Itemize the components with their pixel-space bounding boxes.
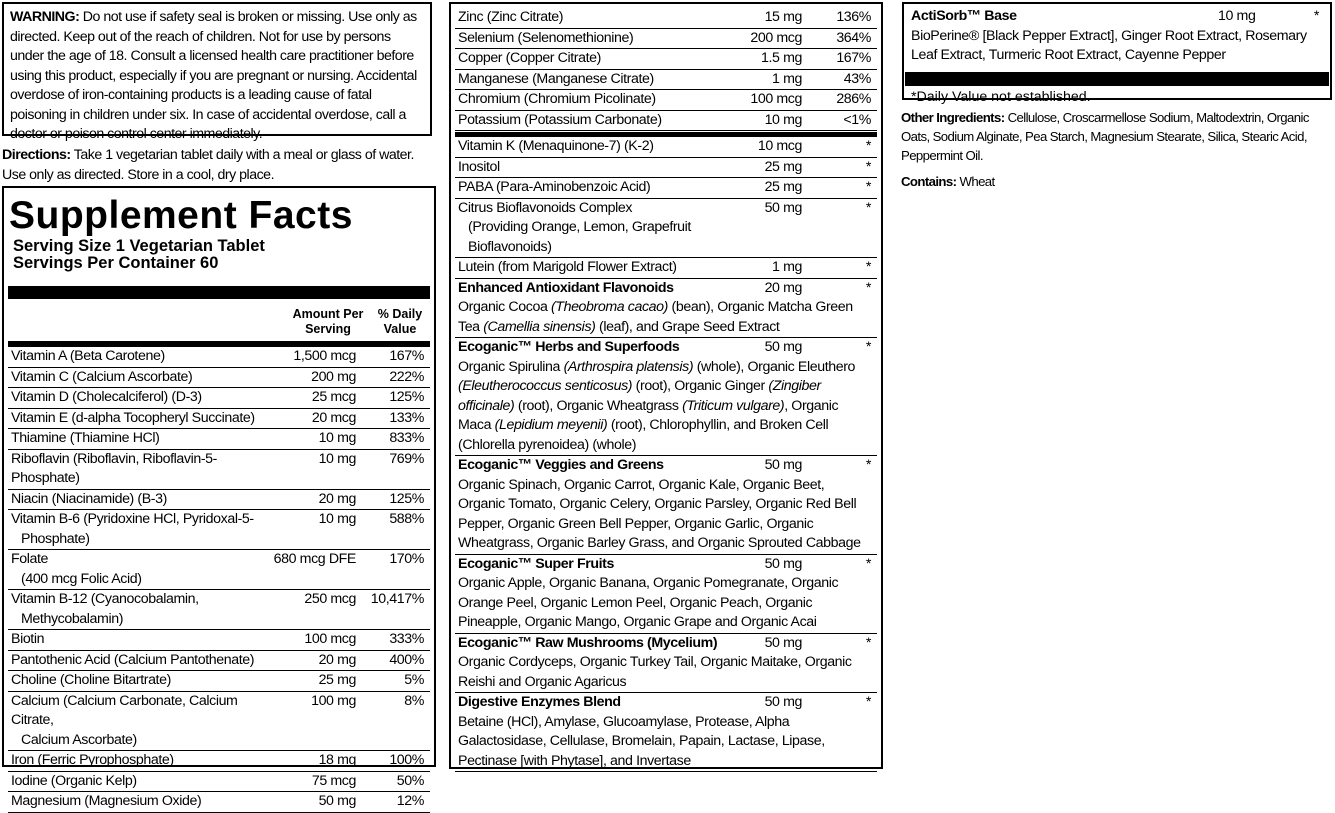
nutrient-name: Iodine (Organic Kelp)	[11, 772, 137, 789]
blend-ingredients	[458, 358, 873, 456]
nutrient-row	[8, 510, 430, 550]
blend-daily-value: *	[865, 555, 871, 572]
nutrient-amount: 25 mcg	[311, 389, 356, 405]
blend-daily-value: *	[865, 457, 871, 473]
nutrient-name: Copper (Copper Citrate)	[458, 50, 601, 66]
nutrient-row	[8, 630, 430, 651]
ingredient-text: (leaf), and Grape Seed Extract	[595, 318, 780, 335]
nutrient-amount: 20 mcg	[311, 409, 356, 426]
nutrient-amount: 10 mg	[318, 430, 356, 446]
nutrient-amount: 18 mg	[318, 752, 356, 768]
nutrient-amount: 20 mg	[318, 651, 356, 668]
nutrient-daily-value: 222%	[389, 368, 424, 385]
nutrient-daily-value: 170%	[389, 551, 424, 567]
botanical-name: (Arthrospira platensis)	[563, 358, 694, 375]
blend-amount: 50 mg	[764, 339, 802, 355]
nutrient-name-cont: (400 mcg Folic Acid)	[21, 570, 142, 587]
nutrient-daily-value: 125%	[389, 389, 424, 405]
nutrient-name: Zinc (Zinc Citrate)	[458, 9, 564, 25]
nutrient-row	[455, 49, 877, 70]
nutrient-daily-value: 5%	[404, 672, 424, 688]
ingredient-text: (whole), Organic Eleuthero	[693, 358, 856, 375]
blend-row	[455, 634, 877, 694]
nutrient-daily-value: 769%	[389, 450, 424, 467]
nutrient-amount: 1.5 mg	[761, 50, 802, 66]
nutrient-name: Choline (Choline Bitartrate)	[11, 672, 171, 688]
nutrient-row	[8, 772, 430, 793]
nutrient-row	[8, 792, 430, 813]
nutrient-name: Chromium (Chromium Picolinate)	[458, 91, 656, 107]
warning-text	[2, 2, 432, 142]
nutrient-daily-value: 833%	[389, 430, 424, 446]
nutrient-name-cont: (Providing Orange, Lemon, Grapefruit Bioflavonoids)	[468, 219, 691, 255]
nutrient-amount: 1 mg	[772, 70, 802, 87]
blend-row	[455, 338, 877, 456]
nutrient-amount: 200 mcg	[750, 29, 802, 46]
contains-label: Contains:	[901, 174, 957, 189]
nutrient-daily-value: *	[865, 138, 871, 154]
nutrient-daily-value: 136%	[836, 9, 871, 25]
nutrient-name: Vitamin A (Beta Carotene)	[11, 348, 165, 364]
divider-bar	[8, 286, 430, 299]
nutrient-row	[455, 29, 877, 50]
dv-header-line1: % Daily	[377, 307, 423, 321]
nutrient-row	[8, 590, 430, 630]
nutrient-daily-value: 43%	[843, 70, 871, 87]
blend-name: Digestive Enzymes Blend	[458, 694, 621, 710]
nutrient-row	[455, 8, 877, 29]
nutrient-name: Iron (Ferric Pyrophosphate)	[11, 752, 174, 768]
amount-header	[288, 307, 368, 337]
directions-text	[2, 146, 432, 185]
nutrient-name: Citrus Bioflavonoids Complex	[458, 199, 633, 216]
nutrient-name: Vitamin B-6 (Pyridoxine HCl, Pyridoxal-5-	[11, 511, 254, 527]
nutrient-name: Potassium (Potassium Carbonate)	[458, 111, 662, 128]
nutrient-amount: 680 mcg DFE	[273, 551, 356, 567]
nutrient-row	[455, 137, 877, 158]
blend-row	[455, 456, 877, 555]
actisorb-dv: *	[1313, 8, 1319, 24]
blend-name: Ecoganic™ Super Fruits	[458, 555, 614, 572]
nutrient-row	[8, 692, 430, 752]
nutrient-daily-value: 10,417%	[370, 591, 424, 607]
nutrient-row	[8, 388, 430, 409]
ingredient-text: , Organic Maca	[458, 397, 839, 433]
blend-row	[455, 555, 877, 634]
nutrient-name: Vitamin E (d-alpha Tocopheryl Succinate)	[11, 409, 255, 426]
nutrient-row	[8, 429, 430, 450]
botanical-name: (Triticum vulgare)	[682, 397, 785, 414]
other-ingredients-label: Other Ingredients:	[901, 110, 1005, 125]
nutrient-daily-value: 364%	[836, 29, 871, 46]
blend-amount: 50 mg	[764, 694, 802, 710]
nutrient-name: Thiamine (Thiamine HCl)	[11, 430, 160, 446]
nutrient-amount: 75 mcg	[311, 772, 356, 789]
divider-bar	[905, 72, 1329, 86]
warning-body: Do not use if safety seal is broken or missing. Use only as directed. Keep out of the reach of children. Not for use by persons under the age of 18. Consult a licensed health care practitioner before using this product, especially if you are pregnant or nursing. Accidental overdose of iron-containing products is a leading cause of fatal poisoning in children under six. In case of accidental overdose, call a doctor or poison control center immediately.	[10, 9, 417, 142]
blend-daily-value: *	[865, 634, 871, 651]
nutrient-amount: 25 mg	[318, 672, 356, 688]
nutrient-amount: 25 mg	[764, 158, 802, 175]
nutrient-name: Manganese (Manganese Citrate)	[458, 70, 654, 87]
blend-daily-value: *	[865, 694, 871, 710]
nutrient-amount: 10 mg	[318, 450, 356, 467]
directions-label: Directions:	[2, 147, 71, 163]
nutrient-name: Pantothenic Acid (Calcium Pantothenate)	[11, 651, 255, 668]
blend-ingredients	[458, 713, 873, 772]
amount-header-line2: Serving	[305, 322, 351, 336]
ingredient-text: (root), Organic Wheatgrass	[514, 397, 683, 414]
nutrient-row	[8, 751, 430, 772]
servings-per-container: Servings Per Container 60	[13, 254, 219, 272]
blend-ingredients	[458, 298, 873, 337]
nutrient-row	[455, 158, 877, 179]
blend-ingredients	[458, 653, 873, 692]
blend-amount: 20 mg	[764, 279, 802, 296]
nutrient-name: Selenium (Selenomethionine)	[458, 29, 634, 46]
nutrient-name: Niacin (Niacinamide) (B-3)	[11, 490, 167, 507]
nutrient-row	[455, 70, 877, 91]
nutrient-amount: 50 mg	[318, 793, 356, 809]
nutrient-row	[8, 347, 430, 368]
nutrient-row	[8, 651, 430, 672]
ingredient-text: Organic Apple, Organic Banana, Organic Pomegranate, Organic Orange Peel, Organic Lemon Peel, Organic Peach, Organic Pineapple, Organic Mango, Organic Grape and Organic Acai	[458, 575, 839, 630]
nutrient-daily-value: 12%	[396, 793, 424, 809]
supplement-facts-continued	[449, 2, 883, 769]
nutrient-name: Vitamin C (Calcium Ascorbate)	[11, 368, 193, 385]
nutrient-list	[8, 347, 430, 813]
nutrient-name-cont: Methycobalamin)	[21, 610, 124, 627]
nutrient-amount: 15 mg	[764, 9, 802, 25]
blend-amount: 50 mg	[764, 555, 802, 572]
ingredient-text: (root), Chlorophyllin, and Broken Cell (Chlorella pyrenoidea) (whole)	[458, 417, 829, 453]
warning-label: WARNING:	[10, 9, 80, 25]
blend-daily-value: *	[865, 279, 871, 296]
nutrient-name: Vitamin K (Menaquinone-7) (K-2)	[458, 138, 654, 154]
nutrient-amount: 10 mg	[318, 511, 356, 527]
nutrient-amount: 10 mcg	[757, 138, 802, 154]
nutrient-daily-value: 133%	[389, 409, 424, 426]
nutrient-name: Biotin	[11, 631, 45, 647]
blend-amount: 50 mg	[764, 457, 802, 473]
nutrient-row	[455, 178, 877, 199]
blend-amount: 50 mg	[764, 634, 802, 651]
nutrient-row	[8, 450, 430, 490]
nutrient-daily-value: 400%	[389, 651, 424, 668]
nutrient-row	[455, 199, 877, 259]
botanical-name: (Camellia sinensis)	[483, 318, 596, 335]
blend-row	[455, 693, 877, 772]
nutrient-row	[8, 490, 430, 511]
blend-name: Enhanced Antioxidant Flavonoids	[458, 279, 674, 296]
actisorb-amount: 10 mg	[1218, 8, 1256, 24]
supplement-facts-title: Supplement Facts	[9, 194, 353, 237]
blend-ingredients	[458, 476, 873, 554]
other-ingredients-text: Cellulose, Croscarmellose Sodium, Maltodextrin, Organic Oats, Sodium Alginate, Pea Starch, Magnesium Stearate, Silica, Stearic Acid, Peppermint Oil.	[901, 110, 1309, 163]
botanical-name: (Theobroma cacao)	[550, 299, 668, 315]
nutrient-daily-value: 50%	[396, 772, 424, 789]
botanical-name: (Lepidium meyenii)	[494, 417, 608, 433]
nutrient-name: Vitamin D (Cholecalciferol) (D-3)	[11, 389, 202, 405]
botanical-name: (Eleutherococcus senticosus)	[458, 378, 633, 394]
nutrient-amount: 1 mg	[772, 259, 802, 275]
nutrient-amount: 100 mcg	[750, 91, 802, 107]
nutrient-amount: 100 mcg	[304, 631, 356, 647]
nutrient-amount: 1,500 mcg	[293, 348, 356, 364]
nutrient-row	[455, 111, 877, 132]
blend-name: Ecoganic™ Raw Mushrooms (Mycelium)	[458, 634, 718, 651]
nutrient-name: Inositol	[458, 158, 500, 175]
nutrient-name: Riboflavin (Riboflavin, Riboflavin-5-Phosphate)	[11, 450, 217, 486]
contains-text: Wheat	[959, 174, 995, 189]
nutrient-name: PABA (Para-Aminobenzoic Acid)	[458, 179, 651, 195]
nutrient-name: Lutein (from Marigold Flower Extract)	[458, 259, 677, 275]
nutrient-row	[455, 258, 877, 279]
ingredient-text: (root), Organic Ginger	[632, 378, 769, 394]
blend-list	[455, 279, 877, 773]
blend-name: Ecoganic™ Veggies and Greens	[458, 457, 664, 473]
actisorb-name: ActiSorb™ Base	[911, 8, 1017, 24]
nutrient-daily-value: 125%	[389, 490, 424, 507]
botanical-name: (Zingiber officinale)	[458, 378, 821, 414]
nutrient-row	[8, 409, 430, 430]
directions-body: Take 1 vegetarian tablet daily with a meal or glass of water. Use only as directed. Store in a cool, dry place.	[2, 147, 414, 183]
nutrient-amount: 250 mcg	[304, 591, 356, 607]
nutrient-name: Folate	[11, 551, 49, 567]
supplement-facts-panel	[2, 186, 436, 809]
nutrient-daily-value: 333%	[389, 631, 424, 647]
nutrient-daily-value: *	[865, 199, 871, 216]
other-nutrient-list	[455, 137, 877, 279]
ingredient-text: Organic Spinach, Organic Carrot, Organic Kale, Organic Beet, Organic Tomato, Organic Celery, Organic Parsley, Organic Red Bell Pepper, Organic Green Bell Pepper, Organic Garlic, Organic Wheatgrass, Organic Barley Grass, and Organic Sprouted Cabbage	[458, 476, 861, 551]
nutrient-name: Vitamin B-12 (Cyanocobalamin,	[11, 591, 199, 607]
nutrient-name-cont: Phosphate)	[21, 530, 90, 547]
blend-name: Ecoganic™ Herbs and Superfoods	[458, 339, 680, 355]
other-ingredients	[901, 108, 1331, 165]
blend-daily-value: *	[865, 339, 871, 355]
actisorb-row	[911, 7, 1323, 27]
actisorb-panel	[902, 2, 1332, 105]
nutrient-amount: 100 mg	[311, 692, 356, 709]
nutrient-amount: 25 mg	[764, 179, 802, 195]
nutrient-amount: 50 mg	[764, 199, 802, 216]
amount-header-line1: Amount Per	[292, 307, 364, 321]
nutrient-daily-value: *	[865, 158, 871, 175]
nutrient-amount: 10 mg	[764, 111, 802, 128]
nutrient-daily-value: 8%	[404, 692, 424, 709]
nutrient-daily-value: *	[865, 179, 871, 195]
blend-row	[455, 279, 877, 339]
nutrient-amount: 20 mg	[318, 490, 356, 507]
nutrient-row	[8, 550, 430, 590]
blend-ingredients	[458, 574, 873, 633]
daily-value-note: *Daily Value not established.	[911, 88, 1091, 105]
nutrient-daily-value: 286%	[836, 91, 871, 107]
ingredient-text: Organic Cordyceps, Organic Turkey Tail, Organic Maitake, Organic Reishi and Organic Agaricus	[458, 654, 852, 690]
nutrient-daily-value: 167%	[836, 50, 871, 66]
ingredient-text: (bean), Organic Matcha Green Tea	[458, 299, 853, 335]
ingredient-text: Betaine (HCl), Amylase, Glucoamylase, Protease, Alpha Galactosidase, Cellulase, Bromelain, Papain, Lactase, Lipase, Pectinase [with Phytase], and Invertase	[458, 713, 825, 769]
mineral-list	[455, 8, 877, 131]
allergen-statement	[901, 172, 995, 191]
nutrient-daily-value: *	[865, 259, 871, 275]
dv-header-line2: Value	[383, 322, 417, 336]
nutrient-row	[455, 90, 877, 111]
nutrient-daily-value: 100%	[389, 752, 424, 768]
ingredient-text: Organic Cocoa	[458, 299, 551, 315]
ingredient-text: Organic Spirulina	[458, 358, 564, 375]
nutrient-name-cont: Calcium Ascorbate)	[21, 731, 137, 748]
daily-value-header	[374, 307, 426, 337]
nutrient-amount: 200 mg	[311, 368, 356, 385]
actisorb-description: BioPerine® [Black Pepper Extract], Ginger Root Extract, Rosemary Leaf Extract, Turmeric Root Extract, Cayenne Pepper	[911, 27, 1307, 63]
nutrient-name: Magnesium (Magnesium Oxide)	[11, 793, 202, 809]
nutrient-row	[8, 368, 430, 389]
serving-size: Serving Size 1 Vegetarian Tablet	[13, 237, 265, 255]
nutrient-daily-value: 588%	[389, 511, 424, 527]
nutrient-daily-value: 167%	[389, 348, 424, 364]
facts-header	[8, 299, 430, 347]
nutrient-row	[8, 671, 430, 692]
nutrient-name: Calcium (Calcium Carbonate, Calcium Citrate,	[11, 692, 238, 728]
nutrient-daily-value: <1%	[843, 111, 871, 128]
